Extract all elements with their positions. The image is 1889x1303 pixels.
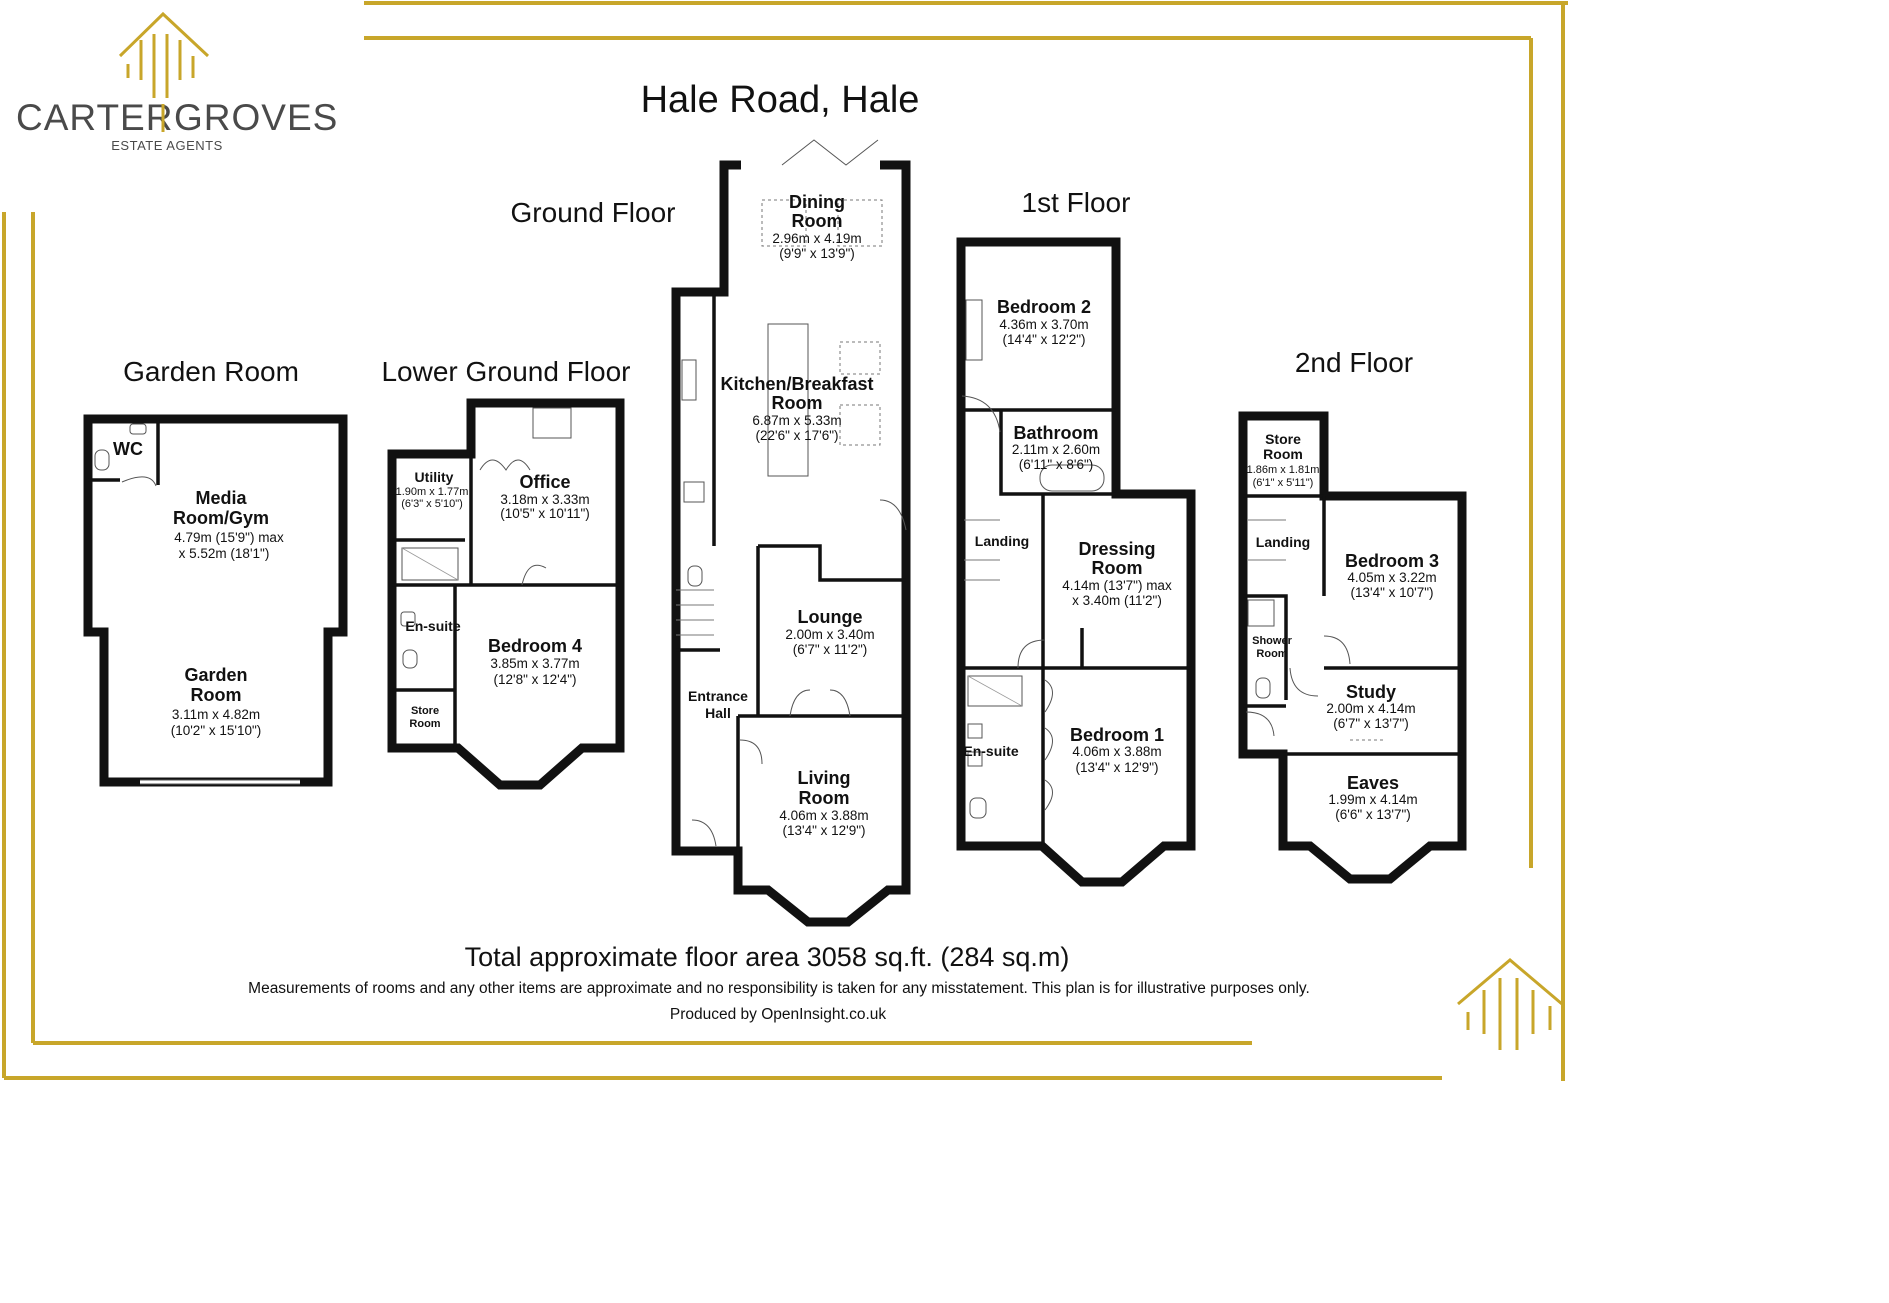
floor-title-lower-ground: Lower Ground Floor	[381, 356, 631, 387]
room-ensuite-1-name: En-suite	[963, 743, 1019, 759]
brand-name-left: CARTER	[16, 97, 174, 138]
room-study-name: Study	[1345, 682, 1397, 702]
room-bedroom3-dim2: (13'4" x 10'7")	[1350, 585, 1434, 600]
brand-name-right: GROVES	[174, 97, 339, 138]
room-bedroom3-dim1: 4.05m x 3.22m	[1347, 570, 1437, 585]
room-bedroom1-dim2: (13'4" x 12'9")	[1075, 760, 1159, 775]
room-store-2-dim1: 1.86m x 1.81m	[1246, 464, 1320, 476]
room-living-dim2: (13'4" x 12'9")	[782, 823, 866, 838]
room-garden-dim2: (10'2" x 15'10")	[170, 723, 262, 738]
room-dining-dim2: (9'9" x 13'9")	[779, 246, 855, 261]
room-study-dim2: (6'7" x 13'7")	[1333, 716, 1409, 731]
room-office-dim2: (10'5" x 10'11")	[500, 506, 590, 521]
room-entrance-name1: Entrance	[688, 688, 748, 704]
room-lounge-dim1: 2.00m x 3.40m	[785, 627, 875, 642]
room-lounge-name: Lounge	[797, 607, 863, 627]
room-eaves-dim2: (6'6" x 13'7")	[1335, 807, 1411, 822]
room-store-2-name2: Room	[1263, 446, 1303, 462]
room-shower-name1: Shower	[1252, 635, 1292, 647]
room-landing2-name: Landing	[1255, 534, 1311, 550]
house-corner-icon	[1458, 960, 1562, 1050]
room-bedroom1-name: Bedroom 1	[1069, 725, 1165, 745]
room-media-name2: Room/Gym	[172, 508, 270, 528]
room-office-dim1: 3.18m x 3.33m	[500, 492, 590, 507]
room-media-dim2: x 5.52m (18'1")	[178, 546, 270, 561]
floor-title-ground: Ground Floor	[510, 197, 676, 228]
room-bedroom3-name: Bedroom 3	[1344, 551, 1440, 571]
page-title: Hale Road, Hale	[640, 79, 920, 121]
room-dressing-name2: Room	[1091, 558, 1143, 578]
floor-title-first: 1st Floor	[1021, 187, 1131, 218]
room-kitchen-dim1: 6.87m x 5.33m	[752, 413, 842, 428]
room-lounge-dim2: (6'7" x 11'2")	[792, 642, 868, 657]
room-media-dim1: 4.79m (15'9") max	[174, 530, 284, 545]
room-study-dim1: 2.00m x 4.14m	[1326, 701, 1416, 716]
room-bathroom-dim2: (6'11" x 8'6")	[1018, 457, 1094, 472]
room-dressing-dim1: 4.14m (13'7") max	[1062, 578, 1172, 593]
brand-logo	[16, 14, 338, 153]
room-kitchen-name1: Kitchen/Breakfast	[720, 374, 874, 394]
room-kitchen-dim2: (22'6" x 17'6")	[755, 428, 839, 443]
room-garden-name2: Room	[190, 685, 242, 705]
brand-tagline: ESTATE AGENTS	[111, 138, 223, 153]
room-eaves-name: Eaves	[1346, 773, 1400, 793]
floor-title-second: 2nd Floor	[1294, 347, 1414, 378]
disclaimer: Measurements of rooms and any other items are approximate and no responsibility is taken for any misstatement. This plan is for illustrative purposes only.	[248, 980, 1310, 997]
room-landing1-name: Landing	[974, 533, 1030, 549]
room-dining-name1: Dining	[789, 192, 845, 212]
room-ensuite-lg-name: En-suite	[405, 618, 461, 634]
room-entrance-name2: Hall	[705, 705, 731, 721]
room-dressing-name1: Dressing	[1078, 539, 1156, 559]
room-bedroom4-name: Bedroom 4	[487, 636, 583, 656]
room-bedroom4-dim1: 3.85m x 3.77m	[490, 656, 580, 671]
room-bedroom4-dim2: (12'8" x 12'4")	[493, 672, 577, 687]
room-dining-dim1: 2.96m x 4.19m	[772, 231, 862, 246]
room-store-2-dim2: (6'1" x 5'11")	[1252, 477, 1314, 489]
room-living-name2: Room	[798, 788, 850, 808]
room-utility-name: Utility	[414, 469, 454, 485]
total-area: Total approximate floor area 3058 sq.ft. (284 sq.m)	[464, 942, 1070, 972]
room-store-2-name1: Store	[1265, 431, 1301, 447]
room-dressing-dim2: x 3.40m (11'2")	[1072, 593, 1162, 608]
bifold-door-icon	[782, 140, 878, 165]
room-store-lg-name2: Room	[409, 718, 441, 730]
room-utility-dim1: 1.90m x 1.77m	[395, 486, 469, 498]
room-dining-name2: Room	[791, 211, 843, 231]
room-garden-name1: Garden	[184, 665, 248, 685]
room-bedroom2-dim2: (14'4" x 12'2")	[1002, 332, 1086, 347]
room-store-lg-name1: Store	[410, 705, 440, 717]
room-wc-label: WC	[113, 439, 143, 459]
room-bedroom2-name: Bedroom 2	[996, 297, 1092, 317]
house-logo-icon	[120, 14, 208, 98]
room-shower-name2: Room	[1256, 648, 1288, 660]
floor-title-garden-room: Garden Room	[123, 356, 299, 387]
room-utility-dim2: (6'3" x 5'10")	[401, 498, 463, 510]
produced-by: Produced by OpenInsight.co.uk	[669, 1006, 887, 1023]
room-media-name1: Media	[195, 488, 247, 508]
room-bedroom2-dim1: 4.36m x 3.70m	[999, 317, 1089, 332]
room-eaves-dim1: 1.99m x 4.14m	[1328, 792, 1418, 807]
room-bathroom-dim1: 2.11m x 2.60m	[1011, 442, 1101, 457]
room-kitchen-name2: Room	[771, 393, 823, 413]
room-bathroom-name: Bathroom	[1013, 423, 1099, 443]
room-living-dim1: 4.06m x 3.88m	[779, 808, 869, 823]
room-garden-dim1: 3.11m x 4.82m	[171, 707, 261, 722]
room-office-name: Office	[519, 472, 571, 492]
room-living-name1: Living	[797, 768, 851, 788]
room-bedroom1-dim1: 4.06m x 3.88m	[1072, 744, 1162, 759]
